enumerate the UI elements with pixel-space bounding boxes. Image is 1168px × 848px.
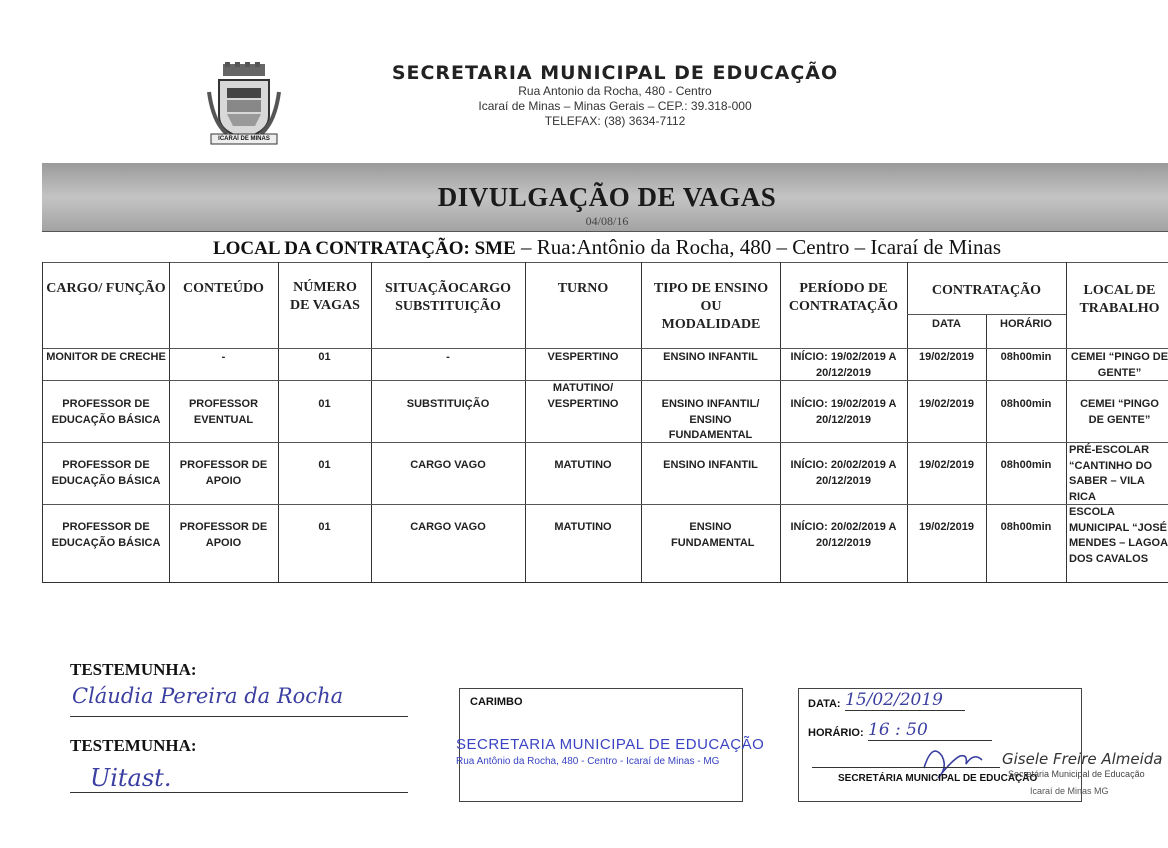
table-cell: CEMEI “PINGO DE GENTE” [1080, 398, 1159, 426]
table-cell: 19/02/2019 [918, 398, 975, 410]
header-data: DATA [932, 318, 961, 330]
witness-2-label: TESTEMUNHA: [70, 736, 197, 755]
table-cell: ENSINO INFANTIL/ ENSINO FUNDAMENTAL [661, 398, 760, 441]
witness-1-label: TESTEMUNHA: [70, 660, 197, 679]
header-tipo: TIPO DE ENSINO OU MODALIDADE [653, 281, 769, 332]
table-cell: PROFESSOR DE EDUCAÇÃO BÁSICA [51, 398, 161, 426]
table-cell: PROFESSOR DE EDUCAÇÃO BÁSICA [51, 521, 161, 549]
table-cell: 01 [318, 521, 331, 533]
crest-banner-text: ICARAÍ DE MINAS [218, 136, 270, 142]
table-cell: MATUTINO/ VESPERTINO [547, 382, 619, 410]
header-periodo: PERÍODO DE CONTRATAÇÃO [788, 281, 899, 314]
header-conteudo: CONTEÚDO [183, 281, 264, 296]
municipal-crest [205, 62, 283, 150]
table-cell: ENSINO FUNDAMENTAL [671, 521, 755, 549]
table-cell: ESCOLA MUNICIPAL “JOSÉ MENDES – LAGOA DOS CAVALOS [1069, 506, 1168, 565]
witness-2-signature: Uitast. [90, 764, 172, 792]
table-cell: PRÉ-ESCOLAR “CANTINHO DO SABER – VILA RICA [1069, 444, 1153, 503]
table-cell: PROFESSOR DE APOIO [179, 459, 268, 487]
vacancy-table [42, 262, 1168, 583]
header-numero: NÚMERO DE VAGAS [290, 280, 360, 313]
table-cell: 08h00min [1000, 351, 1052, 363]
secretary-name: Gisele Freire Almeida [1002, 750, 1163, 768]
secretary-city: Icaraí de Minas MG [1030, 786, 1109, 796]
horario-value: 16 : 50 [868, 720, 992, 741]
table-cell: VESPERTINO [547, 351, 619, 363]
table-cell: MATUTINO [554, 459, 612, 471]
header-cargo: CARGO/ FUNÇÃO [46, 281, 166, 296]
table-cell: 01 [318, 351, 331, 363]
table-cell: INÍCIO: 20/02/2019 A 20/12/2019 [790, 521, 897, 549]
witness-1-signature: Cláudia Pereira da Rocha [72, 684, 344, 708]
table-cell: 08h00min [1000, 459, 1052, 471]
table-cell: MONITOR DE CRECHE [46, 351, 166, 363]
carimbo-label: CARIMBO [470, 696, 523, 708]
secretary-line [812, 767, 1000, 768]
table-cell: 01 [318, 459, 331, 471]
table-cell: MATUTINO [554, 521, 612, 533]
data-label: DATA: [808, 698, 841, 710]
document-date: 04/08/16 [585, 214, 629, 228]
witness-2-line [70, 792, 408, 793]
header-turno: TURNO [557, 281, 609, 296]
header-local: LOCAL DE TRABALHO [1079, 283, 1160, 316]
table-cell: PROFESSOR DE APOIO [179, 521, 268, 549]
table-cell: CARGO VAGO [410, 521, 486, 533]
secretaria-label: SECRETÁRIA MUNICIPAL DE EDUCAÇÃO [838, 773, 1038, 784]
table-cell: 19/02/2019 [918, 351, 975, 363]
table-cell: 01 [318, 398, 331, 410]
table-cell: - [221, 351, 226, 363]
secretary-role: Secretária Municipal de Educação [1008, 769, 1145, 779]
table-cell: INÍCIO: 19/02/2019 A 20/12/2019 [790, 351, 897, 379]
address-line-1: Rua Antonio da Rocha, 480 - Centro [518, 84, 712, 98]
header-situacao: SITUAÇÃOCARGO SUBSTITUIÇÃO [384, 281, 511, 314]
address-line-2: Icaraí de Minas – Minas Gerais – CEP.: 39.318-000 [478, 99, 752, 113]
table-cell: ENSINO INFANTIL [663, 459, 758, 471]
local-contratacao [42, 231, 1168, 263]
local-address: – Rua:Antônio da Rocha, 480 – Centro – Icaraí de Minas [515, 235, 1002, 259]
address-line-3: TELEFAX: (38) 3634-7112 [544, 114, 686, 128]
horario-label: HORÁRIO: [808, 727, 864, 739]
table-cell: 08h00min [1000, 398, 1052, 410]
header-horario: HORÁRIO [1000, 318, 1052, 330]
table-cell: SUBSTITUIÇÃO [406, 398, 490, 410]
table-cell: 19/02/2019 [918, 521, 975, 533]
table-cell: PROFESSOR EVENTUAL [188, 398, 259, 426]
document-title: DIVULGAÇÃO DE VAGAS [437, 182, 777, 212]
witness-1-line [70, 716, 408, 717]
local-label: LOCAL DA CONTRATAÇÃO: SME [212, 238, 516, 259]
table-cell: ENSINO INFANTIL [663, 351, 758, 363]
table-cell: - [446, 351, 450, 363]
stamp-line-2: Rua Antônio da Rocha, 480 - Centro - Icaraí de Minas - MG [456, 756, 720, 767]
table-cell: 19/02/2019 [918, 459, 975, 471]
stamp-line-1: SECRETARIA MUNICIPAL DE EDUCAÇÃO [456, 736, 765, 753]
data-value: 15/02/2019 [845, 690, 965, 711]
table-cell: CARGO VAGO [410, 459, 486, 471]
table-cell: 08h00min [1000, 521, 1052, 533]
header-contratacao: CONTRATAÇÃO [931, 283, 1042, 298]
table-cell: INÍCIO: 20/02/2019 A 20/12/2019 [790, 459, 897, 487]
table-cell: PROFESSOR DE EDUCAÇÃO BÁSICA [51, 459, 161, 487]
org-name: SECRETARIA MUNICIPAL DE EDUCAÇÃO [391, 62, 839, 84]
table-cell: CEMEI “PINGO DE GENTE” [1070, 351, 1168, 379]
table-cell: INÍCIO: 19/02/2019 A 20/12/2019 [790, 398, 897, 426]
